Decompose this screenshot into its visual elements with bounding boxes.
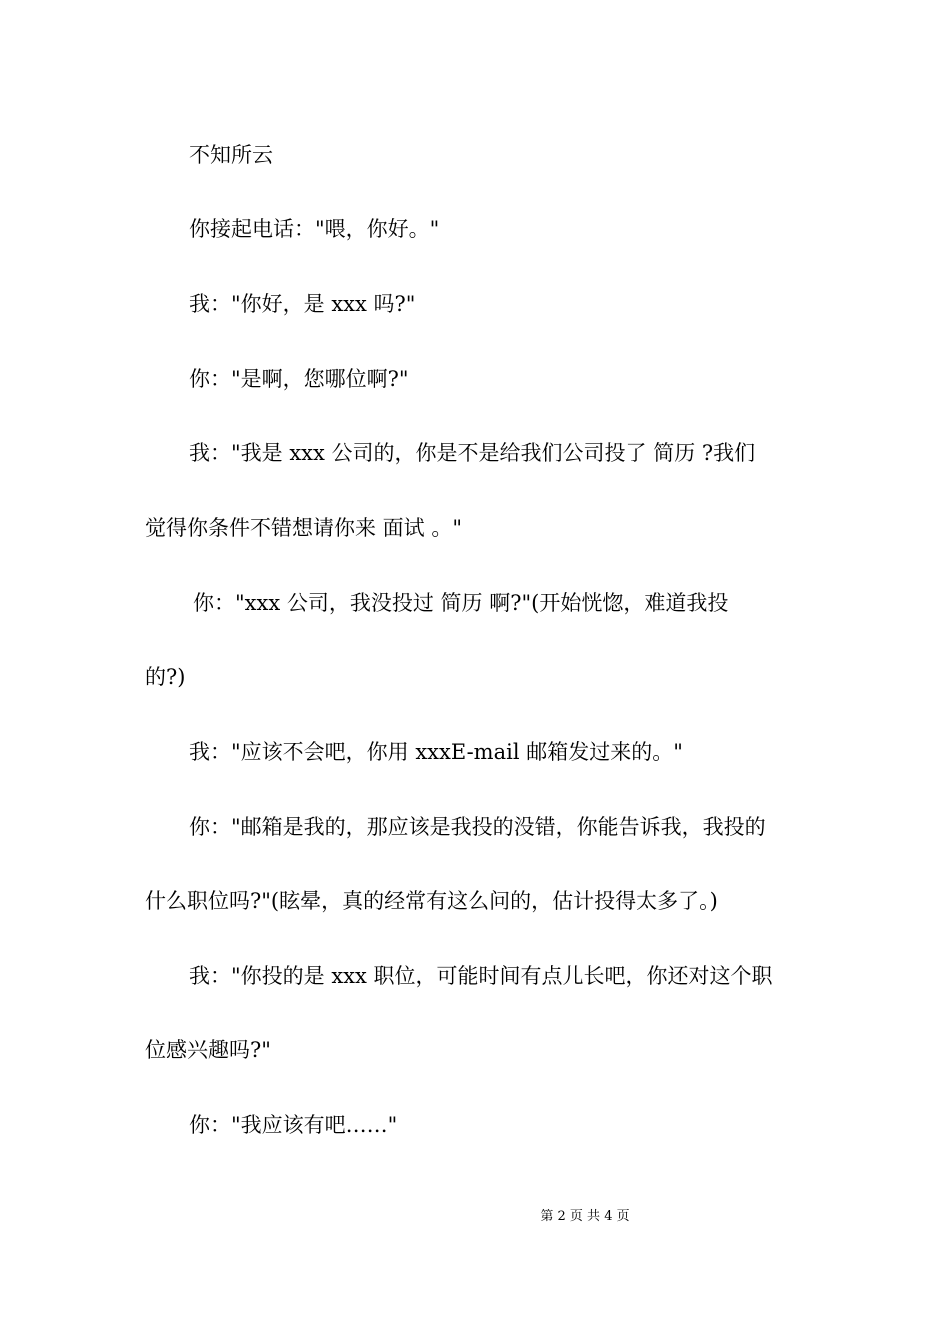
dialogue-line: 你："我应该有吧……" xyxy=(189,1113,398,1137)
dialogue-line: 我："我是 xxx 公司的，你是不是给我们公司投了 简历 ?我们 xyxy=(189,441,756,465)
dialogue-line: 我："你好，是 xxx 吗?" xyxy=(189,292,416,316)
dialogue-line: 你："邮箱是我的，那应该是我投的没错，你能告诉我，我投的 xyxy=(189,815,766,839)
dialogue-line-continuation: 觉得你条件不错想请你来 面试 。" xyxy=(145,516,463,540)
dialogue-line: 你："xxx 公司，我没投过 简历 啊?"(开始恍惚，难道我投 xyxy=(193,591,729,615)
page-number-label: 第 2 页 共 4 页 xyxy=(540,1209,630,1224)
dialogue-line-continuation: 的?) xyxy=(145,665,186,689)
dialogue-line-continuation: 位感兴趣吗?" xyxy=(145,1038,271,1062)
dialogue-line: 我："你投的是 xxx 职位，可能时间有点儿长吧，你还对这个职 xyxy=(189,964,773,988)
dialogue-line-continuation: 什么职位吗?"(眩晕，真的经常有这么问的，估计投得太多了。) xyxy=(145,889,718,913)
paragraph-heading: 不知所云 xyxy=(189,143,273,167)
page-footer xyxy=(0,1208,950,1226)
dialogue-line: 我："应该不会吧，你用 xxxE-mail 邮箱发过来的。" xyxy=(189,740,683,764)
dialogue-line: 你："是啊，您哪位啊?" xyxy=(189,367,409,391)
dialogue-line: 你接起电话："喂，你好。" xyxy=(189,217,440,241)
